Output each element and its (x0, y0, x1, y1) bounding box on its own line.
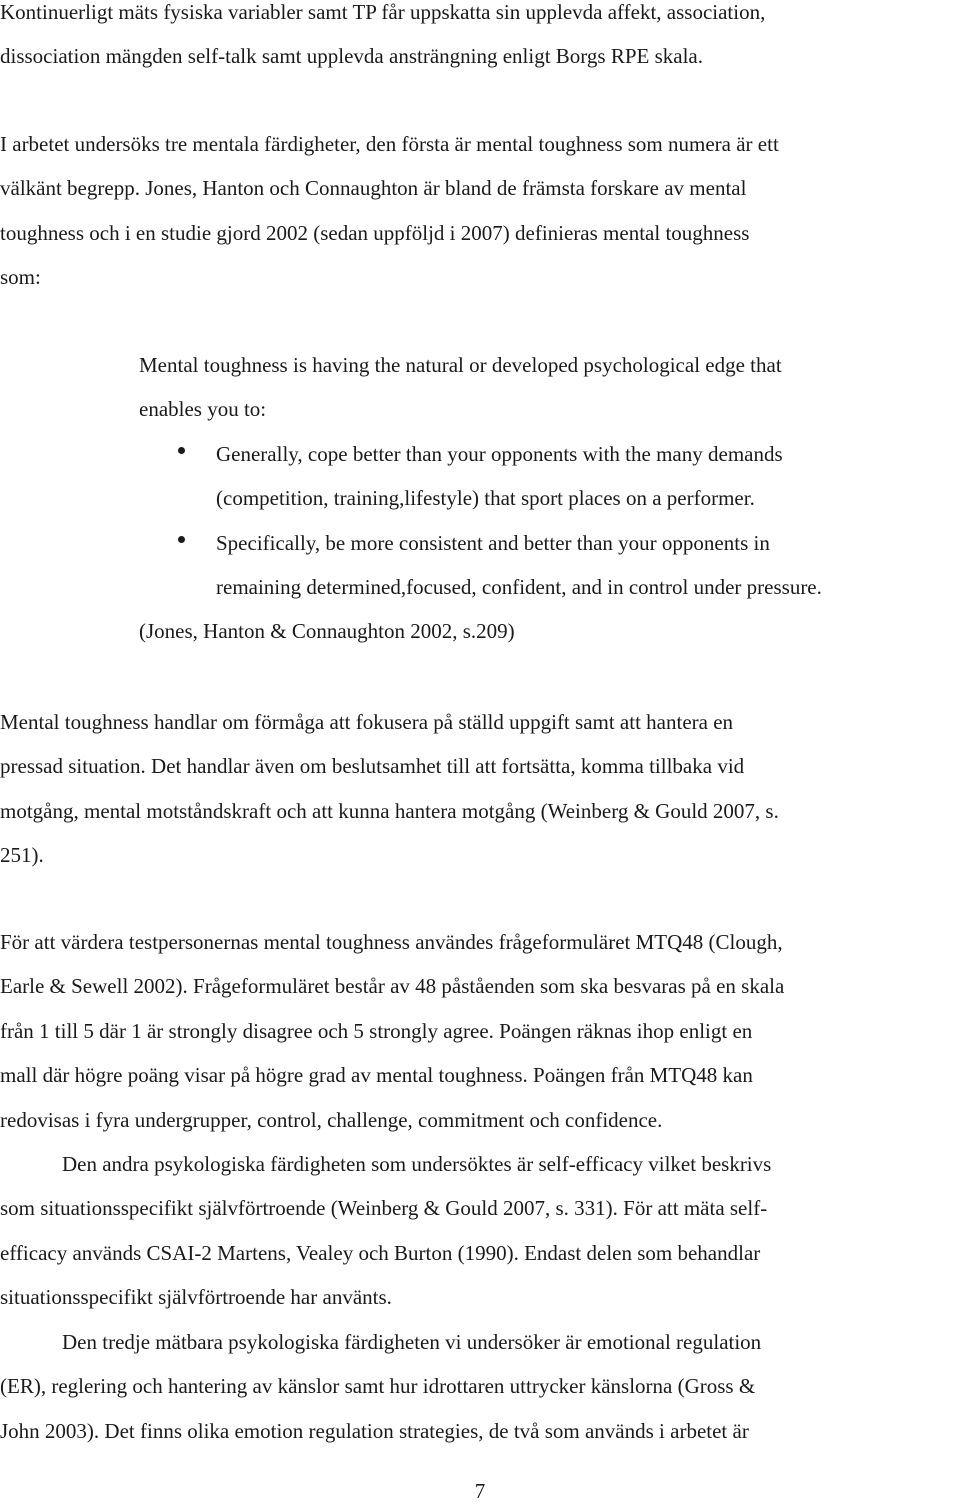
text-line: (Jones, Hanton & Connaughton 2002, s.209) (139, 619, 515, 644)
text-line: Earle & Sewell 2002). Frågeformuläret består av 48 påståenden som ska besvaras på en skala (0, 974, 785, 999)
text-line: pressad situation. Det handlar även om beslutsamhet till att fortsätta, komma tillbaka vid (0, 754, 745, 779)
paragraph-measurements (0, 0, 960, 79)
text-line: Mental toughness handlar om förmåga att fokusera på ställd uppgift samt att hantera en (0, 710, 734, 734)
bullet-icon (178, 536, 185, 543)
text-line: från 1 till 5 där 1 är strongly disagree och 5 strongly agree. Poängen räknas ihop enligt en (0, 1018, 753, 1043)
text-line: Generally, cope better than your opponents with the many demands (216, 441, 783, 466)
text-line: mall där högre poäng visar på högre grad av mental toughness. Poängen från MTQ48 kan (0, 1063, 753, 1088)
text-line: Specifically, be more consistent and better than your opponents in (216, 530, 770, 555)
text-line: situationsspecifikt självförtroende har använts. (0, 1285, 392, 1310)
list-item (0, 521, 960, 610)
text-line: 251). (0, 843, 44, 868)
text-line: Den tredje mätbara psykologiska färdigheten vi undersöker är emotional regulation (62, 1330, 762, 1354)
text-line: remaining determined,focused, confident, and in control under pressure. (216, 575, 822, 600)
text-line: som: (0, 265, 41, 290)
paragraph-mental-toughness-intro (0, 122, 960, 300)
text-line: Den andra psykologiska färdigheten som undersöktes är self-efficacy vilket beskrivs (62, 1152, 772, 1176)
text-line: Mental toughness is having the natural or developed psychological edge that (139, 353, 782, 377)
text-line: (competition, training,lifestyle) that sport places on a performer. (216, 486, 755, 511)
text-line: motgång, mental motståndskraft och att kunna hantera motgång (Weinberg & Gould 2007, s. (0, 798, 779, 823)
block-quote (0, 343, 960, 654)
text-line: Kontinuerligt mäts fysiska variabler samt TP får uppskatta sin upplevda affekt, association, (0, 0, 766, 24)
paragraph-emotional-regulation (0, 1320, 960, 1453)
text-line: välkänt begrepp. Jones, Hanton och Connaughton är bland de främsta forskare av mental (0, 176, 747, 201)
text-line: John 2003). Det finns olika emotion regulation strategies, de två som används i arbetet är (0, 1418, 749, 1443)
quote-citation (0, 609, 960, 653)
text-line: efficacy används CSAI-2 Martens, Vealey och Burton (1990). Endast delen som behandlar (0, 1240, 761, 1265)
text-line: redovisas i fyra undergrupper, control, challenge, commitment och confidence. (0, 1107, 663, 1132)
text-line: toughness och i en studie gjord 2002 (sedan uppföljd i 2007) definieras mental toughness (0, 220, 750, 245)
quote-bullet-list (0, 432, 960, 610)
list-item (0, 432, 960, 521)
text-line: som situationsspecifikt självförtroende (Weinberg & Gould 2007, s. 331). För att mäta self- (0, 1196, 768, 1221)
paragraph-self-efficacy (0, 1142, 960, 1320)
bullet-icon (178, 447, 185, 454)
paragraph-mental-toughness-definition (0, 700, 960, 878)
paragraph-mtq48 (0, 920, 960, 1142)
text-line: I arbetet undersöks tre mentala färdigheter, den första är mental toughness som numera är ett (0, 132, 779, 156)
text-line: För att värdera testpersonernas mental toughness användes frågeformuläret MTQ48 (Clough, (0, 930, 783, 954)
text-line: dissociation mängden self-talk samt upplevda ansträngning enligt Borgs RPE skala. (0, 44, 703, 69)
text-line: enables you to: (139, 397, 267, 422)
text-line: (ER), reglering och hantering av känslor samt hur idrottaren uttrycker känslorna (Gross & (0, 1374, 756, 1399)
page-number: 7 (474, 1479, 486, 1503)
quote-intro (0, 343, 960, 432)
